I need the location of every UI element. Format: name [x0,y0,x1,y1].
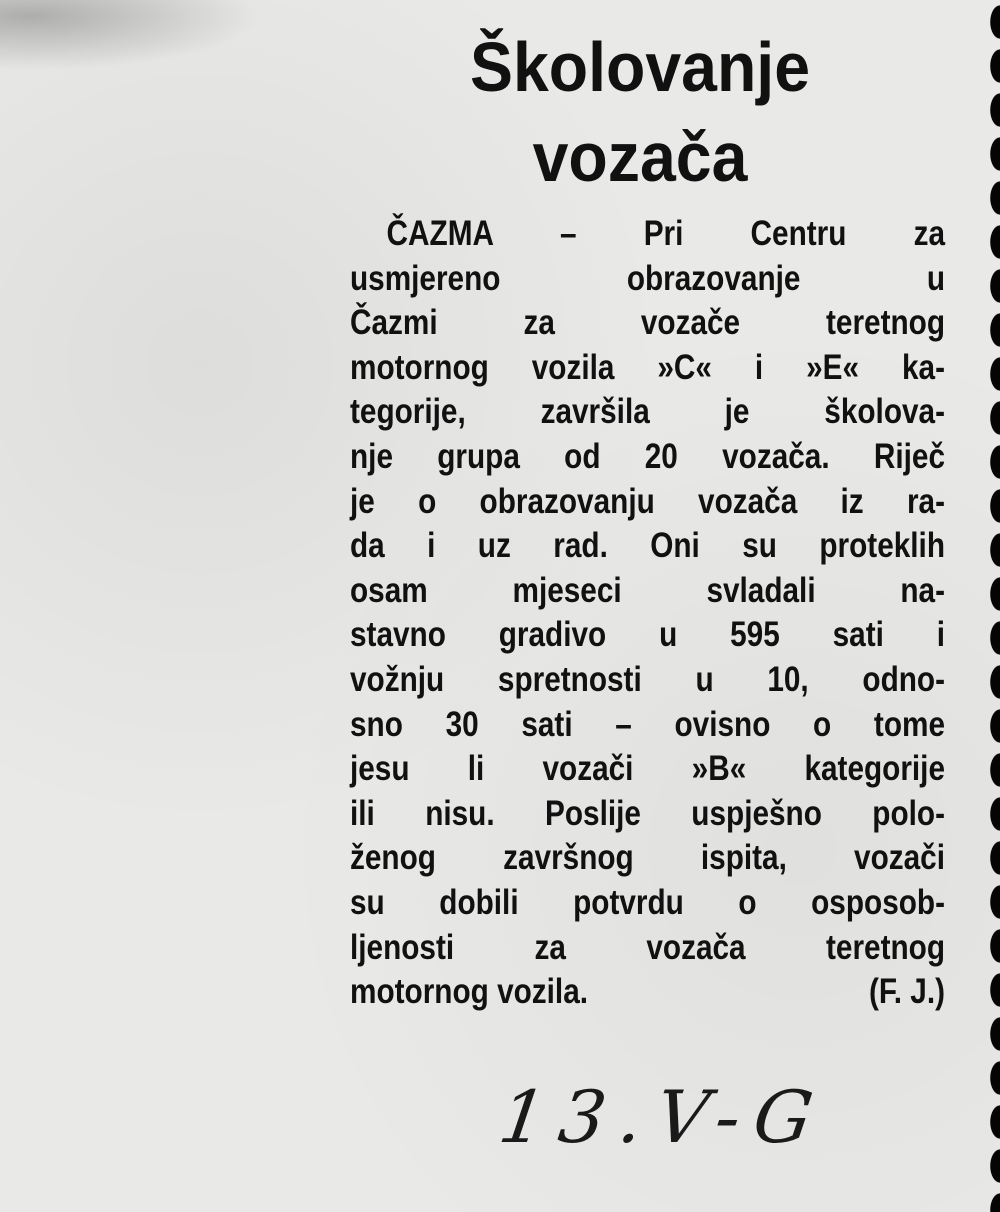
handwritten-date-note: 13.V-G [494,1075,832,1159]
byline: (F. J.) [868,972,945,1012]
body-line: vožnju spretnosti u 10, odno- [350,659,945,699]
headline-line-2: vozača [532,118,748,196]
body-line: je o obrazovanju vozača iz ra- [350,481,945,521]
body-line: Čazmi za vozače teretnog [350,303,945,343]
article-body [350,212,945,1015]
body-line-end: motornog vozila. [350,972,588,1012]
body-line: ili nisu. Poslije uspješno polo- [350,793,945,833]
body-line: ČAZMA – Pri Centru za [386,214,945,253]
body-line: ženog završnog ispita, vozači [350,838,945,878]
body-last-line [350,970,945,1015]
scan-stain [0,0,300,80]
body-line: jesu li vozači »B« kategorije [350,749,945,789]
body-line: usmjereno obrazovanje u [350,258,945,298]
body-line: su dobili potvrdu o osposob- [350,882,945,922]
body-line: ljenosti za vozača teretnog [350,927,945,967]
headline-line-1: Školovanje [469,28,811,106]
body-line: tegorije, završila je školova- [350,392,945,432]
body-line: stavno gradivo u 595 sati i [350,615,945,655]
body-line: motornog vozila »C« i »E« ka- [350,347,945,387]
body-line: sno 30 sati – ovisno o tome [350,704,945,744]
perforation-edge [986,0,1000,1212]
body-line: osam mjeseci svladali na- [350,570,945,610]
body-line: da i uz rad. Oni su proteklih [350,526,945,566]
body-line: nje grupa od 20 vozača. Riječ [350,436,945,476]
